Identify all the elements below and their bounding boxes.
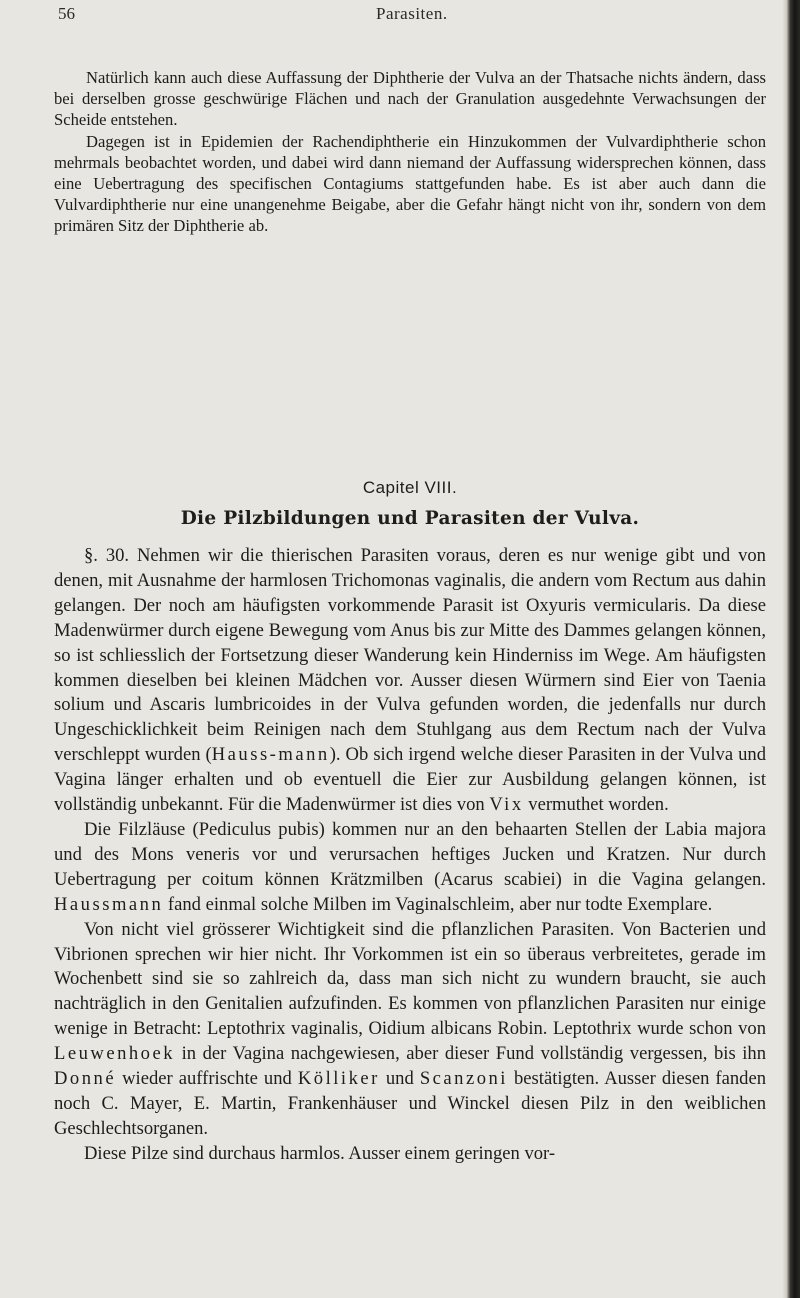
paragraph: Natürlich kann auch diese Auffassung der Diphtherie der Vulva an der Thatsache nichts ändern, dass bei derselben grosse geschwürige Flächen und nach der Granulation ausgedehnte Verwachsungen der Scheide entstehen.	[54, 68, 766, 129]
page-number: 56	[58, 4, 75, 23]
author-name: Haussmann	[54, 893, 164, 915]
paragraph: Die Filzläuse (Pediculus pubis) kommen nur an den behaarten Stellen der Labia majora und des Mons veneris vor und verursachen heftiges Jucken und Kratzen. Nur durch Uebertragung per coitum können Krätzmilben (Acarus scabiei) in die Vagina gelangen. Haussmann fand einmal solche Milben im Vaginalschleim, aber nur todte Exemplare.	[54, 818, 766, 915]
running-head	[58, 4, 760, 30]
paragraph: Diese Pilze sind durchaus harmlos. Ausser einem geringen vor-	[84, 1142, 556, 1164]
author-name: Scanzoni	[419, 1068, 508, 1090]
author-name: Leuwenhoek	[54, 1043, 176, 1065]
chapter-number: Capitel VIII.	[362, 478, 458, 497]
intro-section	[54, 68, 766, 236]
paragraph: §. 30. Nehmen wir die thierischen Parasiten voraus, deren es nur wenige gibt und von denen, mit Ausnahme der harmlosen Trichomonas vaginalis, die andern vom Rectum aus dahin gelangen. Der noch am häufigsten vorkommende Parasit ist Oxyuris vermicularis. Da diese Madenwürmer durch eigene Bewegung vom Anus bis zur Mitte des Dammes gelangen können, so ist schliesslich der Fortsetzung dieser Wanderung kein Hinderniss im Wege. Am häufigsten kommen dieselben bei kleinen Mädchen vor. Ausser diesen Würmern sind Eier von Taenia solium und Ascaris lumbricoides in der Vulva gefunden worden, die jedenfalls nur durch Ungeschicklichkeit beim Reinigen nach dem Stuhlgang aus dem Rectum nach der Vulva verschleppt wurden (Hauss-mann). Ob sich irgend welche dieser Parasiten in der Vulva und Vagina länger erhalten und ob eventuell die Eier zur Ausbildung gelangen können, ist vollständig unbekannt. Für die Madenwürmer ist dies von Vix vermuthet worden.	[54, 545, 766, 816]
page-edge	[782, 0, 800, 1298]
paragraph: Dagegen ist in Epidemien der Rachendiphtherie ein Hinzukommen der Vulvardiphtherie schon mehrmals beobachtet worden, und dabei wird dann niemand der Auffassung widersprechen können, dass eine Uebertragung des specifischen Contagiums stattgefunden habe. Es ist aber auch dann die Vulvardiphtherie nur eine unangenehme Beigabe, aber die Gefahr hängt nicht von ihr, sondern von dem primären Sitz der Diphtherie ab.	[54, 132, 766, 235]
author-name: Hauss-mann	[211, 744, 330, 766]
paragraph: Von nicht viel grösserer Wichtigkeit sind die pflanzlichen Parasiten. Von Bacterien und Vibrionen sprechen wir hier nicht. Ihr Vorkommen ist ein so überaus verbreitetes, gerade im Wochenbett sind sie so zahlreich da, dass man sich nicht zu wundern braucht, sie auch nachträglich in den Genitalien aufzufinden. Es kommen von pflanzlichen Parasiten nur einige wenige in Betracht: Leptothrix vaginalis, Oidium albicans Robin. Leptothrix wurde schon von Leuwenhoek in der Vagina nachgewiesen, aber dieser Fund vollständig vergessen, bis ihn Donné wieder auffrischte und Kölliker und Scanzoni bestätigten. Ausser diesen fanden noch C. Mayer, E. Martin, Frankenhäuser und Winckel diesen Pilz in den weiblichen Geschlechtsorganen.	[54, 918, 767, 1139]
author-name: Donné	[54, 1068, 117, 1090]
author-name: Vix	[489, 794, 524, 816]
body-section	[54, 544, 766, 1167]
section-number: §. 30.	[84, 545, 130, 566]
chapter-title: Die Pilzbildungen und Parasiten der Vulva.	[180, 508, 640, 529]
running-title: Parasiten.	[376, 4, 448, 23]
author-name: Kölliker	[297, 1068, 380, 1090]
